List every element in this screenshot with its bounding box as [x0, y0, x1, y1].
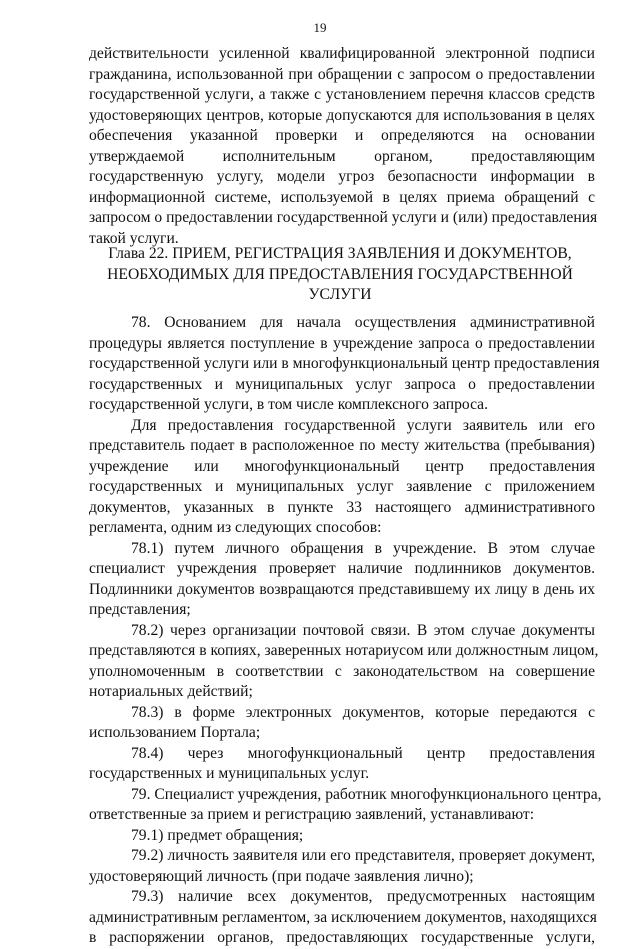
text-line: регламента, одним из следующих способов: — [89, 519, 382, 536]
text-line: государственной услуги, в том числе комплексного запроса. — [89, 396, 489, 413]
text-line: специалист учреждения проверяет наличие подлинников документов. — [89, 560, 595, 577]
text-line: Подлинники документов возвращаются представившему их лицу в день их — [89, 580, 595, 598]
text-line: гражданина, использованной при обращении с запросом о предоставлении — [89, 65, 595, 83]
text-line: удостоверяющий личность (при подаче заявления лично); — [89, 867, 474, 885]
intro-paragraph — [89, 44, 598, 249]
paragraph-79-line: 79. Специалист учреждения, работник многофункционального центра, — [131, 785, 602, 803]
item-79-2-line: 79.2) личность заявителя или его представителя, проверяет документ, — [131, 847, 595, 864]
page-number: 19 — [313, 20, 327, 35]
heading-line: НЕОБХОДИМЫХ ДЛЯ ПРЕДОСТАВЛЕНИЯ ГОСУДАРСТВЕННОЙ — [107, 265, 573, 283]
text-line: информационной системе, используемой в целях приема обращений с — [89, 188, 595, 206]
text-line: в распоряжении органов, предоставляющих государственные услуги, — [89, 929, 595, 946]
text-line: обеспечения указанной проверки и определяются на основании — [89, 127, 595, 144]
heading-line: УСЛУГИ — [308, 286, 372, 303]
text-line: нотариальных действий; — [89, 683, 253, 700]
body-text — [89, 313, 602, 949]
item-78-1-line: 78.1) путем личного обращения в учреждение. В этом случае — [131, 539, 595, 557]
item-79-1-line: 79.1) предмет обращения; — [131, 826, 304, 844]
chapter-heading — [70, 244, 610, 306]
text-line: государственной услуги или в многофункциональный центр предоставления — [89, 355, 600, 372]
text-line: такой услуги. — [89, 229, 179, 247]
item-78-4-line: 78.4) через многофункциональный центр предоставления — [131, 744, 595, 762]
text-line: процедуры является поступление в учреждение запроса о предоставлении — [89, 334, 595, 352]
item-78-3-line: 78.3) в форме электронных документов, которые передаются с — [131, 703, 595, 721]
text-line: утверждаемой исполнительным органом, предоставляющим — [89, 147, 595, 165]
text-line: государственных и муниципальных услуг заявление с приложением — [89, 478, 595, 495]
text-line: государственных и муниципальных услуг. — [89, 765, 370, 782]
text-line: документов, указанных в пункте 33 настоящего административного — [89, 498, 595, 516]
item-78-2-line: 78.2) через организации почтовой связи. В этом случае документы — [131, 621, 595, 639]
heading-line: Глава 22. ПРИЕМ, РЕГИСТРАЦИЯ ЗАЯВЛЕНИЯ И ДОКУМЕНТОВ, — [108, 245, 572, 262]
text-line: удостоверяющих центров, которые допускаются для использования в целях — [89, 106, 595, 124]
text-line: государственную услугу, модели угроз безопасности информации в — [89, 168, 595, 185]
text-line: запросом о предоставлении государственной услуги и (или) предоставления — [89, 209, 598, 226]
item-79-3-line: 79.3) наличие всех документов, предусмотренных настоящим — [131, 888, 595, 905]
text-line: представления; — [89, 601, 191, 618]
text-line: представитель подает в расположенное по месту жительства (пребывания) — [89, 437, 595, 454]
text-line: действительности усиленной квалифицированной электронной подписи — [89, 45, 595, 62]
text-line: государственных и муниципальных услуг запроса о предоставлении — [89, 375, 595, 393]
text-line: учреждение или многофункциональный центр предоставления — [89, 457, 595, 475]
text-line: ответственные за прием и регистрацию заявлений, устанавливают: — [89, 806, 535, 823]
text-line: государственной услуги, а также с установлением перечня классов средств — [89, 86, 595, 103]
text-line: использованием Портала; — [89, 724, 261, 741]
paragraph-line: Для предоставления государственной услуги заявитель или его — [131, 416, 595, 434]
text-line: административным регламентом, за исключением документов, находящихся — [89, 908, 597, 926]
paragraph-78-line: 78. Основанием для начала осуществления административной — [131, 314, 595, 331]
text-line: представляются в копиях, заверенных нотариусом или должностным лицом, — [89, 642, 599, 659]
text-line: уполномоченным в соответствии с законодательством на совершение — [89, 662, 595, 680]
